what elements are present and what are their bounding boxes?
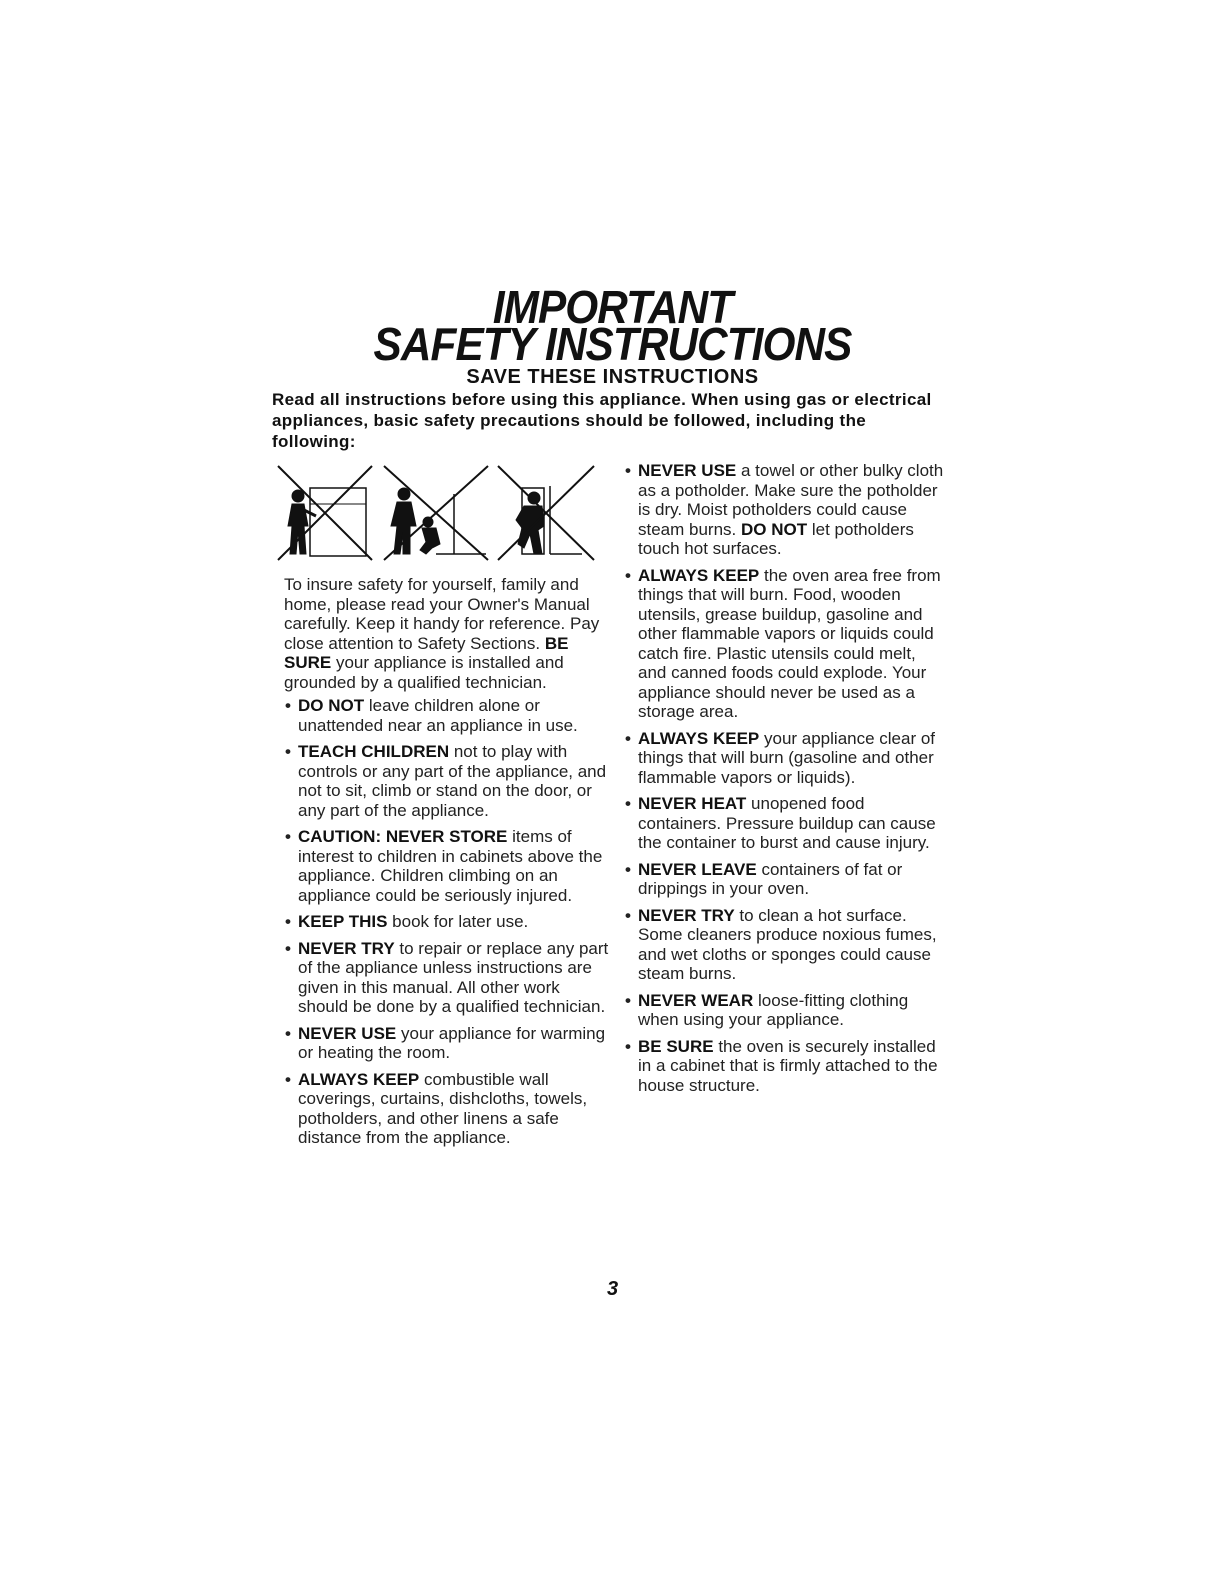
bullet-icon: • [625, 728, 631, 748]
right-column [624, 461, 944, 1102]
bullet-icon: • [285, 742, 291, 761]
bullet-icon: • [625, 990, 631, 1010]
be-sure-emphasis: BE SURE [284, 633, 569, 672]
list-item: • NEVER TRY to clean a hot surface. Some cleaners produce noxious fumes, and wet cloths or sponges could cause steam burns. [625, 905, 937, 983]
bullet-icon: • [625, 565, 631, 585]
bullet-icon: • [625, 461, 631, 480]
list-item: • NEVER TRY to repair or replace any part of the appliance unless instructions are given in this manual. All other work should be done by a qualified technician. [285, 938, 609, 1016]
list-item: • ALWAYS KEEP the oven area free from things that will burn. Food, wooden utensils, grease buildup, gasoline and other flammable vapors or liquids could catch fire. Plastic utensils could melt, and canned foods could explode. Your appliance should never be used as a storage area. [625, 565, 941, 721]
list-item: • DO NOT leave children alone or unattended near an appliance in use. [285, 696, 578, 735]
left-column [284, 575, 614, 1155]
bullet-icon: • [285, 912, 291, 931]
list-item: • ALWAYS KEEP combustible wall coverings, curtains, dishcloths, towels, potholders, and other linens a safe distance from the appliance. [285, 1069, 588, 1147]
list-item: • NEVER LEAVE containers of fat or drippings in your oven. [625, 859, 903, 898]
bullet-icon: • [285, 938, 291, 958]
bullet-icon: • [625, 859, 631, 879]
list-item: • ALWAYS KEEP your appliance clear of things that will burn (gasoline and other flammable vapors or liquids). [625, 728, 936, 787]
bullet-icon: • [625, 905, 631, 925]
subheading-save-instructions: SAVE THESE INSTRUCTIONS [466, 366, 759, 388]
intro-paragraph: Read all instructions before using this appliance. When using gas or electrical appliances, basic safety precautions should be followed, including the following: [272, 390, 932, 451]
list-item: • TEACH CHILDREN not to play with controls or any part of the appliance, and not to sit, climb or stand on the door, or any part of the appliance. [285, 742, 607, 820]
no-child-leaning-on-door-icon [278, 466, 372, 560]
bullet-icon: • [285, 1023, 291, 1043]
title-safety-instructions: SAFETY INSTRUCTIONS [373, 318, 852, 370]
bullet-icon: • [285, 696, 291, 715]
page-number: 3 [606, 1278, 619, 1300]
bullet-icon: • [625, 1036, 631, 1056]
no-child-climbing-icon [498, 466, 594, 560]
list-item: • NEVER WEAR loose-fitting clothing when using your appliance. [625, 990, 909, 1029]
bullet-icon: • [285, 1069, 291, 1089]
intro-safety-paragraph: To insure safety for yourself, family and home, please read your Owner's Manual carefully. Keep it handy for reference. Pay close attention to Safety Sections. BE SURE your appliance is installed and grounded by a qualified technician. [284, 575, 600, 692]
list-item: • NEVER USE your appliance for warming or heating the room. [285, 1023, 606, 1062]
list-item: • BE SURE the oven is securely installed in a cabinet that is firmly attached to the house structure. [625, 1036, 938, 1095]
no-child-near-appliance-icon [384, 466, 488, 560]
safety-illustrations [276, 464, 596, 564]
list-item: • KEEP THIS book for later use. [285, 912, 529, 931]
list-item: • NEVER USE a towel or other bulky cloth as a potholder. Make sure the potholder is dry. Moist potholders could cause steam burns. DO NOT let potholders touch hot surfaces. [625, 461, 944, 558]
bullet-icon: • [625, 794, 631, 813]
bullet-icon: • [285, 827, 291, 846]
title-important: IMPORTANT [492, 281, 733, 333]
list-item: • CAUTION: NEVER STORE items of interest to children in cabinets above the appliance. Children climbing on an appliance could be seriously injured. [285, 827, 603, 905]
list-item: • NEVER HEAT unopened food containers. Pressure buildup can cause the container to burst and cause injury. [625, 794, 936, 852]
